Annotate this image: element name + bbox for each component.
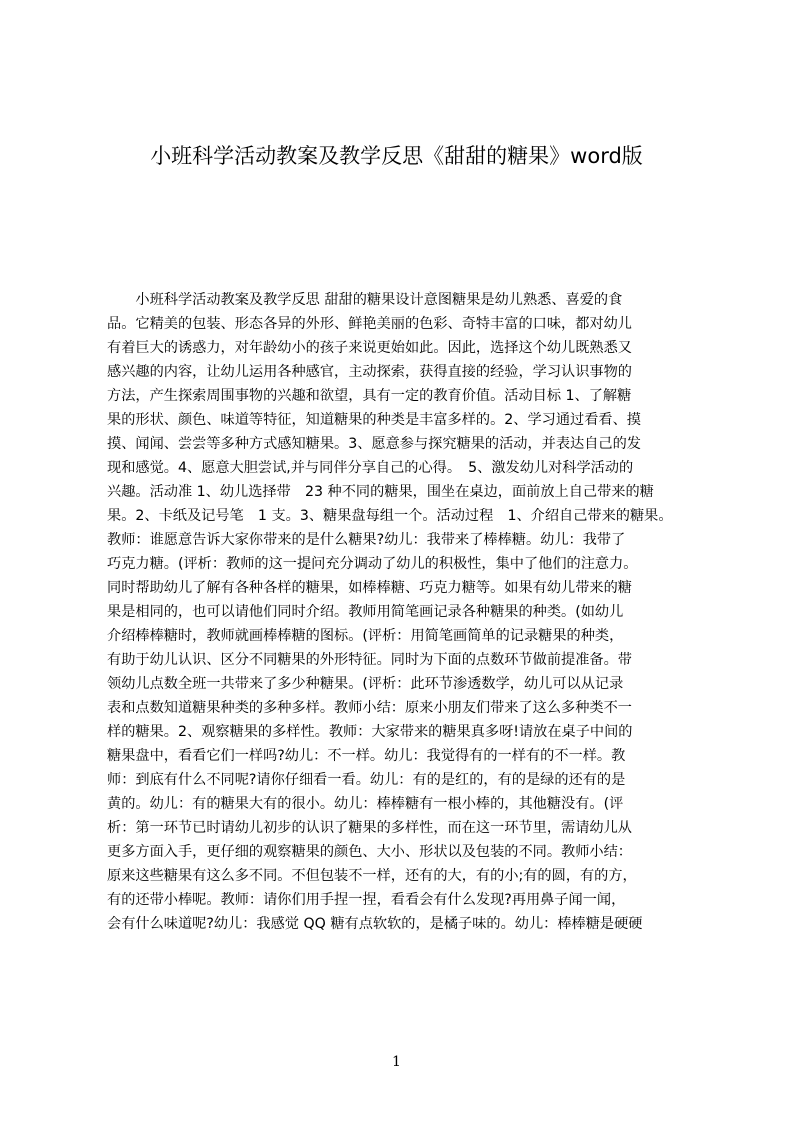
text-line: 果的形状、颜色、味道等特征，知道糖果的种类是丰富多样的。2、学习通过看看、摸 (107, 412, 641, 428)
text-line: 果是相同的，也可以请他们同时介绍。教师用简笔画记录各种糖果的种类。(如幼儿 (107, 604, 624, 620)
text-line: 会有什么味道呢?幼儿：我感觉 QQ 糖有点软软的，是橘子味的。幼儿：棒棒糖是硬硬 (107, 916, 643, 932)
text-line: 摸、闻闻、尝尝等多种方式感知糖果。3、愿意参与探究糖果的活动，并表达自己的发 (107, 436, 641, 452)
text-line: 介绍棒棒糖时，教师就画棒棒糖的图标。(评析：用简笔画简单的记录糖果的种类， (107, 628, 624, 644)
text-line: 更多方面入手，更仔细的观察糖果的颜色、大小、形状以及包装的不同。教师小结： (107, 844, 632, 860)
text-line: 兴趣。活动准 1、幼儿选择带 23 种不同的糖果，围坐在桌边，面前放上自己带来的糖 (107, 484, 654, 500)
page-number: 1 (392, 1054, 401, 1070)
text-line: 小班科学活动教案及教学反思 甜甜的糖果设计意图糖果是幼儿熟悉、喜爱的食 (107, 292, 623, 308)
text-line: 有的还带小棒呢。教师：请你们用手捏一捏，看看会有什么发现?再用鼻子闻一闻， (107, 892, 626, 908)
text-line: 原来这些糖果有这么多不同。不但包装不一样，还有的大，有的小;有的圆，有的方， (107, 868, 637, 884)
text-line: 方法，产生探索周围事物的兴趣和欲望，具有一定的教育价值。活动目标 1、了解糖 (107, 388, 632, 404)
text-line: 样的糖果。2、观察糖果的多样性。教师：大家带来的糖果真多呀!请放在桌子中间的 (107, 724, 633, 740)
text-line: 师：到底有什么不同呢?请你仔细看一看。幼儿：有的是红的，有的是绿的还有的是 (107, 772, 626, 788)
text-line: 现和感觉。4、愿意大胆尝试,并与同伴分享自己的心得。 5、激发幼儿对科学活动的 (107, 460, 634, 476)
text-line: 表和点数知道糖果种类的多种多样。教师小结：原来小朋友们带来了这么多种类不一 (107, 700, 632, 716)
text-line: 果。2、卡纸及记号笔 1 支。3、糖果盘每组一个。活动过程 1、介绍自己带来的糖果。 (107, 508, 673, 524)
text-line: 黄的。幼儿：有的糖果大有的很小。幼儿：棒棒糖有一根小棒的，其他糖没有。(评 (107, 796, 624, 812)
document-title: 小班科学活动教案及教学反思《甜甜的糖果》word版 (150, 144, 643, 168)
text-line: 有着巨大的诱惑力，对年龄幼小的孩子来说更始如此。因此，选择这个幼儿既熟悉又 (107, 340, 632, 356)
text-line: 感兴趣的内容，让幼儿运用各种感官，主动探索，获得直接的经验，学习认识事物的 (107, 364, 632, 380)
text-line: 糖果盘中，看看它们一样吗?幼儿：不一样。幼儿：我觉得有的一样有的不一样。教 (107, 748, 626, 764)
text-line: 同时帮助幼儿了解有各种各样的糖果，如棒棒糖、巧克力糖等。如果有幼儿带来的糖 (107, 580, 632, 596)
text-line: 教师：谁愿意告诉大家你带来的是什么糖果?幼儿：我带来了棒棒糖。幼儿：我带了 (107, 532, 626, 548)
text-line: 析：第一环节已时请幼儿初步的认识了糖果的多样性，而在这一环节里，需请幼儿从 (107, 820, 632, 836)
text-line: 巧克力糖。(评析：教师的这一提问充分调动了幼儿的积极性，集中了他们的注意力。 (107, 556, 638, 572)
text-line: 有助于幼儿认识、区分不同糖果的外形特征。同时为下面的点数环节做前提准备。带 (107, 652, 632, 668)
text-line: 领幼儿点数全班一共带来了多少种糖果。(评析：此环节渗透数学，幼儿可以从记录 (107, 676, 624, 692)
body-paragraph (107, 288, 697, 936)
text-line: 品。它精美的包装、形态各异的外形、鲜艳美丽的色彩、奇特丰富的口味，都对幼儿 (107, 316, 632, 332)
